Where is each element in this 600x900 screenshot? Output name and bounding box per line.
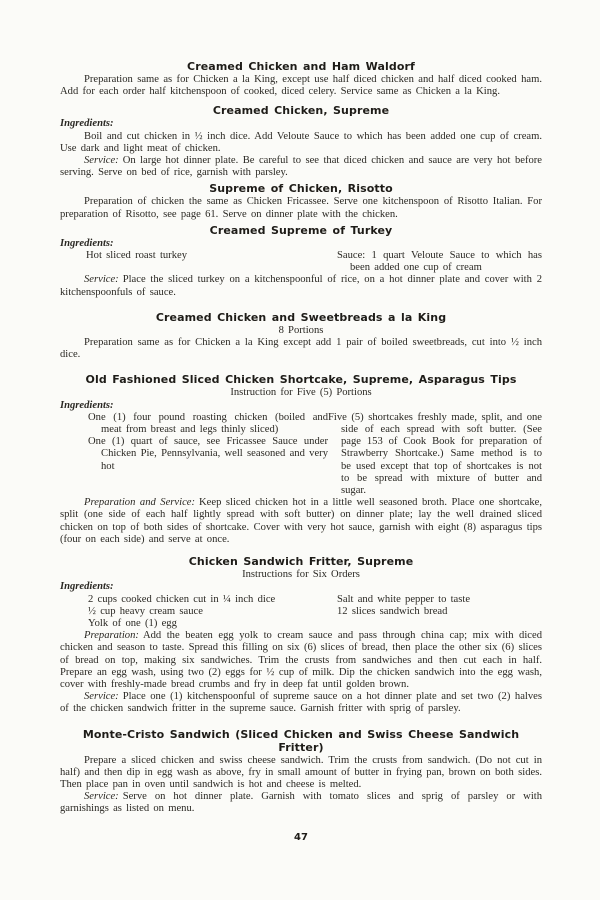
paragraph-lead: Service:	[84, 155, 119, 167]
ingredients-column-right	[337, 250, 542, 274]
recipe-title: Supreme of Chicken, Risotto	[209, 182, 393, 196]
recipe-paragraph	[60, 630, 542, 691]
ingredients-columns	[60, 594, 542, 631]
recipe-paragraph	[60, 274, 542, 298]
recipe-paragraph	[60, 196, 542, 220]
recipe-subtitle: Instruction for Five (5) Portions	[230, 387, 372, 399]
recipe-title: Creamed Chicken and Ham Waldorf	[187, 60, 415, 73]
recipe-subtitle: 8 Portions	[278, 324, 324, 336]
recipe-title: Creamed Chicken and Sweetbreads a la King	[155, 310, 447, 324]
paragraph-text: Add the beaten egg yolk to cream sauce and pass through china cap; mix with diced chicken and season to taste. Spread this filling on six (6) slices of bread, then place the other six (6) slices of bread on top, making six sandwiches. Trim the crusts from sandwiches and then cut each in half. Prepare an egg wash, using two (2) eggs for ½ cup of milk. Dip the chicken sandwich into the egg wash, cover with freshly-made bread crumbs and fry in deep fat until golden brown.	[60, 630, 542, 690]
paragraph-text: On large hot dinner plate. Be careful to see that diced chicken and sauce are very hot before serving. Serve on bed of rice, garnish with parsley.	[60, 155, 542, 179]
recipe-monte-cristo-sandwich	[60, 728, 542, 816]
recipe-creamed-chicken-supreme	[60, 104, 542, 179]
paragraph-text: Preparation same as for Chicken a la King, except use half diced chicken and half diced cooked ham. Add for each order half kitchenspoon of cooked, diced celery. Service same as Chicken a la King.	[60, 74, 542, 98]
recipe-chicken-sandwich-fritter	[60, 555, 542, 715]
paragraph-text: Place one (1) kitchenspoonful of supreme sauce on a hot dinner plate and set two (2) halves of the chicken sandwich fritter in the supreme sauce. Garnish fritter with sprig of parsley.	[60, 691, 542, 715]
ingredients-columns	[60, 250, 542, 274]
paragraph-text: Boil and cut chicken in ½ inch dice. Add Veloute Sauce to which has been added one cup of cream. Use dark and light meat of chicken.	[60, 130, 542, 154]
recipe-creamed-chicken-sweetbreads	[60, 311, 542, 362]
ingredient-item: Sauce: 1 quart Veloute Sauce to which has been added one cup of cream	[337, 250, 542, 274]
ingredient-item: 12 slices sandwich bread	[337, 605, 448, 617]
paragraph-lead: Preparation and Service:	[84, 497, 196, 509]
recipe-title: Creamed Chicken, Supreme	[212, 104, 390, 118]
paragraph-text: Serve on hot dinner plate. Garnish with tomato slices and sprig of parsley or with garnishings as listed on menu.	[60, 791, 542, 815]
recipe-paragraph	[60, 74, 542, 98]
paragraph-lead: Service:	[84, 274, 119, 286]
recipe-paragraph	[60, 155, 542, 179]
recipe-paragraph	[60, 337, 542, 361]
ingredients-column-left	[60, 412, 328, 497]
ingredient-item: Five (5) shortcakes freshly made, split, and one side of each spread with soft butter. (See page 153 of Cook Book for preparation of Strawberry Shortcake.) Same method is to be used except that top of shortcakes is not to be spread with mixture of butter and sugar.	[328, 411, 542, 497]
ingredients-label: Ingredients:	[60, 237, 114, 249]
ingredient-item: One (1) four pound roasting chicken (boiled and meat from breast and legs thinly sliced)	[88, 411, 328, 436]
ingredients-label: Ingredients:	[60, 118, 114, 130]
recipe-creamed-chicken-ham-waldorf	[60, 60, 542, 98]
ingredients-columns	[60, 412, 542, 497]
ingredient-item: ½ cup heavy cream sauce	[88, 605, 203, 617]
page-number: 47	[294, 831, 308, 843]
ingredients-column-right	[337, 594, 542, 631]
paragraph-text: Prepare a sliced chicken and swiss cheese sandwich. Trim the crusts from sandwich. (Do not cut in half) and then dip in egg wash as above, fry in small amount of butter in frying pan, brown on both sides. Then place pan in oven until sandwich is hot and cheese is melted.	[60, 754, 542, 790]
cookbook-page	[60, 60, 542, 843]
ingredients-column-right	[328, 412, 542, 497]
ingredients-label: Ingredients:	[60, 399, 114, 411]
recipe-title: Old Fashioned Sliced Chicken Shortcake, Supreme, Asparagus Tips	[85, 373, 517, 387]
recipe-paragraph	[60, 755, 542, 792]
recipe-paragraph	[60, 691, 542, 715]
recipe-paragraph	[60, 791, 542, 815]
ingredient-item: One (1) quart of sauce, see Fricassee Sauce under Chicken Pie, Pennsylvania, well seasoned and very hot	[88, 436, 328, 472]
ingredient-item: 2 cups cooked chicken cut in ¼ inch dice	[88, 593, 276, 605]
ingredient-item: Hot sliced roast turkey	[86, 250, 188, 262]
paragraph-text: Keep sliced chicken hot in a little well seasoned broth. Place one shortcake, split (one side of each half lightly spread with soft butter) on dinner plate; lay the well drained sliced chicken on top of both sides of shortcake. Cover with very hot sauce, garnish with eight (8) asparagus tips (four on each side) and serve at once.	[60, 497, 542, 545]
ingredient-item: Salt and white pepper to taste	[337, 593, 471, 605]
recipe-supreme-chicken-risotto	[60, 182, 542, 220]
paragraph-lead: Preparation:	[84, 630, 139, 642]
recipe-title: Monte-Cristo Sandwich (Sliced Chicken and Swiss Cheese Sandwich Fritter)	[82, 727, 520, 754]
paragraph-text: Preparation same as for Chicken a la King except add 1 pair of boiled sweetbreads, cut into ½ inch dice.	[60, 337, 542, 361]
ingredient-item: Yolk of one (1) egg	[88, 617, 177, 629]
recipe-creamed-supreme-turkey	[60, 224, 542, 299]
ingredients-column-left	[60, 250, 337, 274]
recipe-title: Creamed Supreme of Turkey	[209, 223, 393, 237]
paragraph-lead: Service:	[84, 691, 119, 703]
recipe-title: Chicken Sandwich Fritter, Supreme	[188, 555, 414, 569]
paragraph-lead: Service:	[84, 791, 119, 803]
paragraph-text: Place the sliced turkey on a kitchenspoonful of rice, on a hot dinner plate and cover with 2 kitchenspoonfuls of sauce.	[60, 274, 542, 298]
ingredients-label: Ingredients:	[60, 581, 114, 593]
paragraph-text: Preparation of chicken the same as Chicken Fricassee. Serve one kitchenspoon of Risotto Italian. For preparation of Risotto, see page 61. Serve on dinner plate with the chicken.	[60, 196, 542, 220]
recipe-subtitle: Instructions for Six Orders	[242, 569, 360, 581]
ingredients-column-left	[60, 594, 337, 631]
recipe-paragraph	[60, 497, 542, 546]
recipe-paragraph	[60, 131, 542, 155]
recipe-old-fashioned-chicken-shortcake	[60, 373, 542, 546]
